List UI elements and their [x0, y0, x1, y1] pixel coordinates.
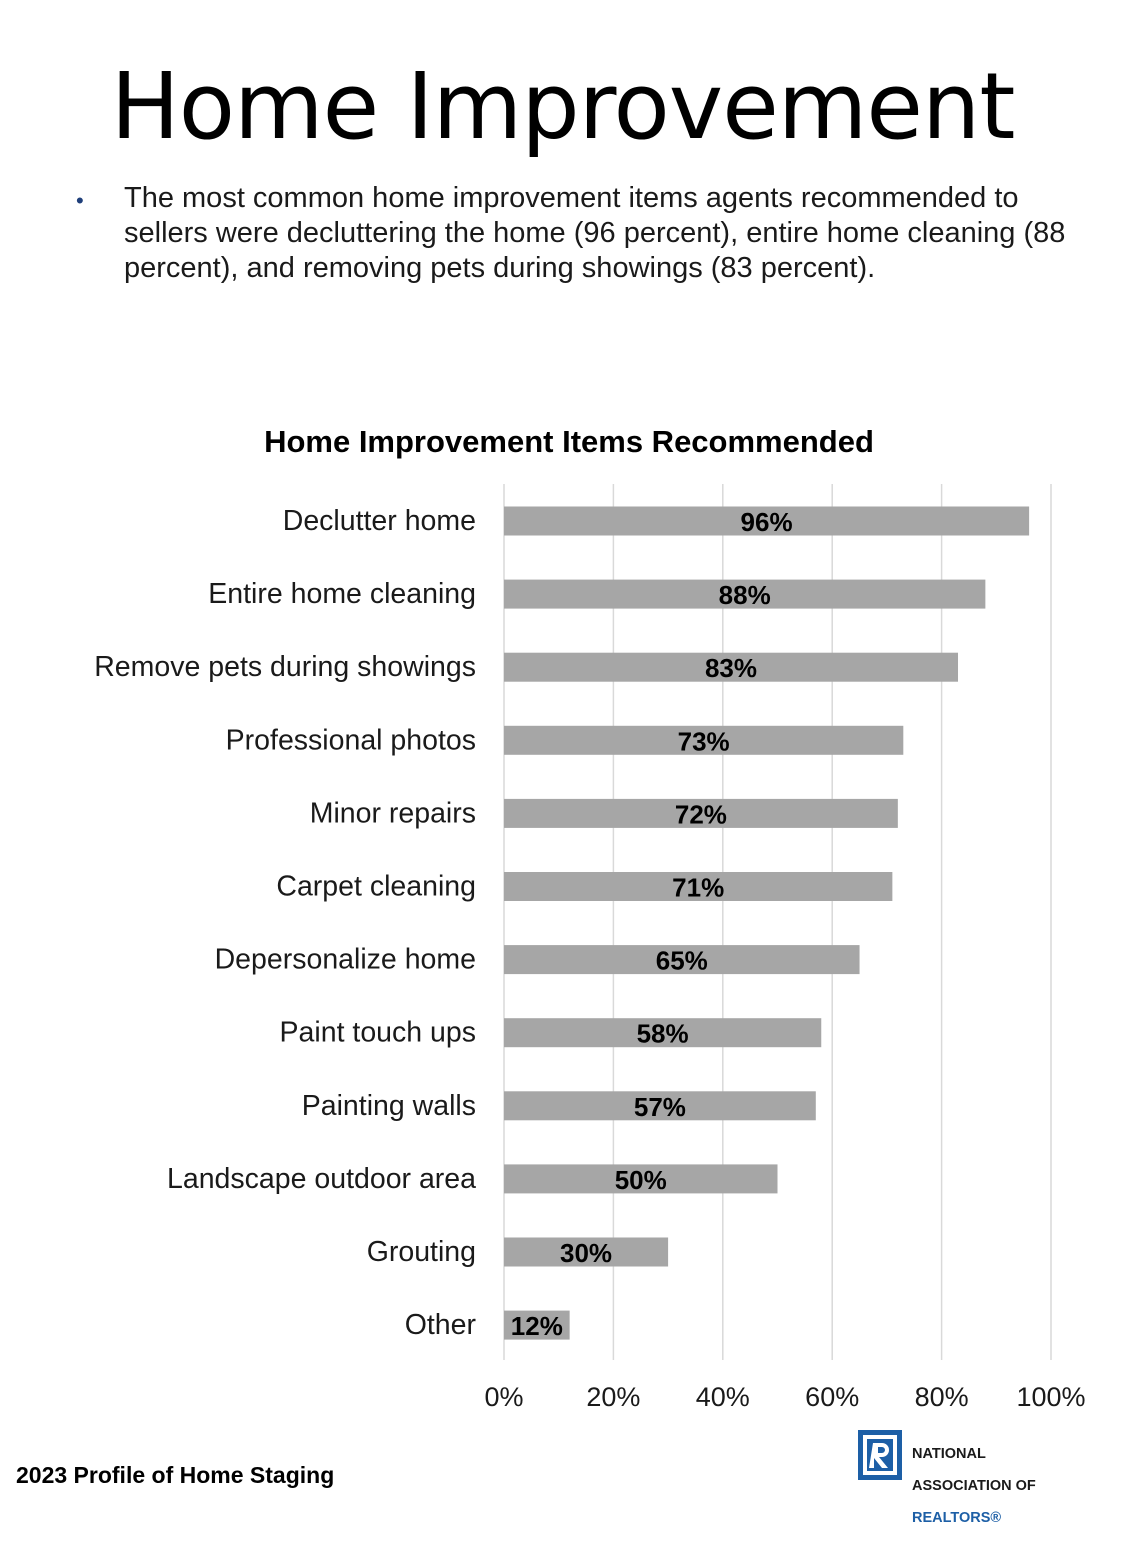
category-labels [94, 505, 476, 1341]
logo-line-1: NATIONAL [912, 1446, 986, 1462]
logo-line-2: ASSOCIATION OF [912, 1478, 1036, 1494]
category-label: Declutter home [282, 505, 476, 537]
data-label: 57% [633, 1091, 686, 1122]
realtor-r-logo-icon [858, 1430, 902, 1480]
data-label: 83% [704, 653, 758, 684]
x-tick-label: 20% [586, 1382, 641, 1412]
category-label: Depersonalize home [214, 943, 476, 976]
data-label: 12% [510, 1311, 563, 1342]
category-label: Paint touch ups [279, 1016, 476, 1049]
x-tick-label: 100% [1016, 1382, 1086, 1412]
category-label: Grouting [366, 1236, 476, 1268]
data-label: 30% [560, 1238, 613, 1268]
nar-logo-text [912, 1430, 1036, 1542]
x-tick-label: 0% [484, 1382, 524, 1412]
bullet-point-icon: • [76, 188, 84, 213]
category-label: Entire home cleaning [208, 578, 476, 611]
data-label: 72% [674, 799, 727, 830]
x-tick-label: 80% [914, 1382, 969, 1412]
x-axis-ticks [484, 1382, 1085, 1412]
category-label: Carpet cleaning [276, 870, 476, 903]
category-label: Landscape outdoor area [167, 1162, 476, 1195]
page-title: Home Improvement [110, 53, 1015, 160]
bar-chart [0, 400, 1125, 1420]
data-label: 88% [718, 580, 771, 611]
category-label: Painting walls [301, 1089, 476, 1122]
category-label: Minor repairs [309, 797, 476, 830]
data-label: 71% [672, 872, 725, 903]
data-label: 73% [677, 726, 730, 757]
category-label: Professional photos [225, 724, 476, 757]
category-label: Other [404, 1309, 476, 1342]
data-label: 96% [740, 507, 793, 537]
gridlines [504, 484, 1051, 1360]
x-tick-label: 40% [695, 1382, 750, 1412]
summary-bullet: The most common home improvement items agents recommended to sellers were decluttering the home (96 percent), entire home cleaning (88 percent), and removing pets during showings (83 percent). [124, 182, 1066, 284]
footer-source: 2023 Profile of Home Staging [16, 1462, 335, 1488]
logo-line-3: REALTORS® [912, 1510, 1002, 1526]
data-label: 65% [655, 945, 708, 976]
category-label: Remove pets during showings [94, 651, 476, 684]
data-label: 50% [614, 1164, 667, 1195]
data-label: 58% [636, 1018, 689, 1049]
bars [504, 507, 1029, 1342]
nar-logo [858, 1430, 1098, 1526]
chart-title: Home Improvement Items Recommended [264, 424, 874, 459]
x-tick-label: 60% [805, 1382, 860, 1412]
